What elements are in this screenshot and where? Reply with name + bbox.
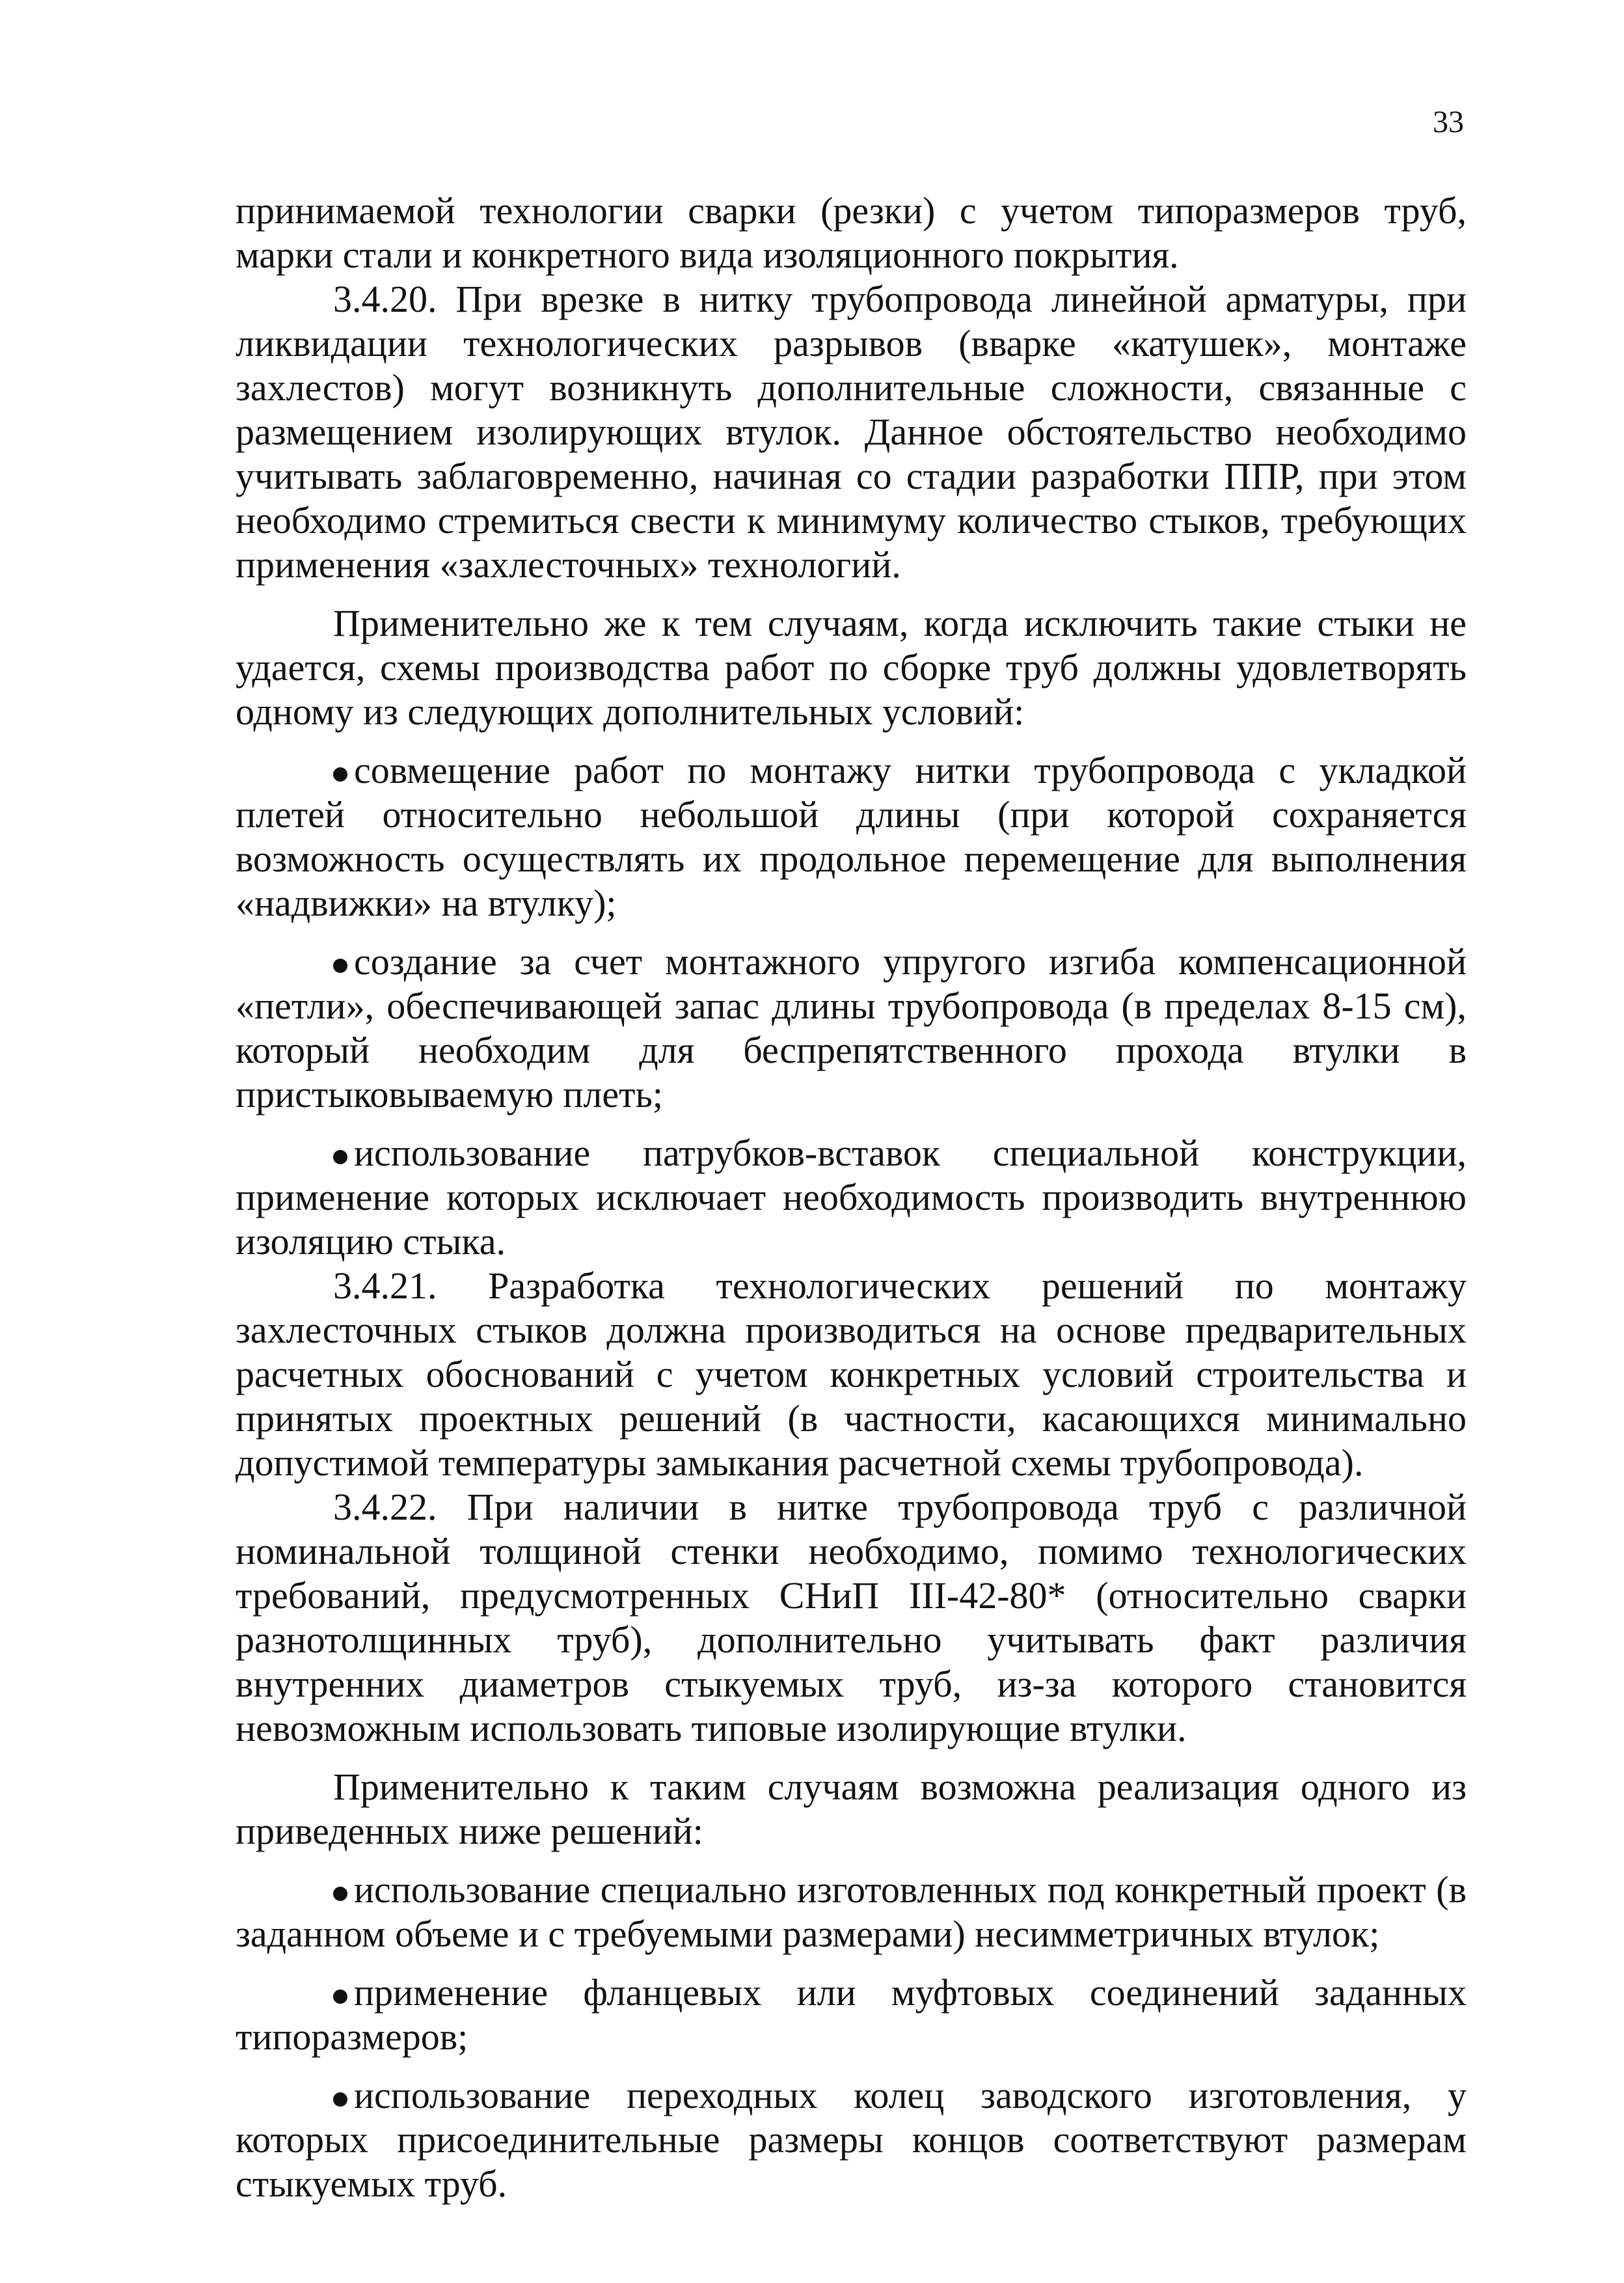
bullet-icon [333, 959, 347, 973]
list-item-text: создание за счет монтажного упругого изгиба компенсационной «петли», обеспечивающей запас длины трубопровода (в пределах 8-15 см), который необходим для беспрепятственного прохода втулки в пристыковываемую плеть; [236, 940, 1467, 1115]
page-number: 33 [1433, 105, 1464, 139]
paragraph-continuation: принимаемой технологии сварки (резки) с учетом типоразмеров труб, марки стали и конкретного вида изоляционного покрытия. [236, 189, 1467, 276]
list-item [236, 2073, 1467, 2206]
paragraph-3-4-20: 3.4.20. При врезке в нитку трубопровода линейной арматуры, при ликвидации технологических разрывов (вварке «катушек», монтаже захлестов) могут возникнуть дополнительные сложности, связанные с размещением изолирующих втулок. Данное обстоятельство необходимо учитывать заблаговременно, начиная со стадии разработки ППР, при этом необходимо стремиться свести к минимуму количество стыков, требующих применения «захлесточных» технологий. [236, 278, 1467, 586]
list-item-text: использование специально изготовленных под конкретный проект (в заданном объеме и с требуемыми размерами) несимметричных втулок; [236, 1868, 1467, 1955]
paragraph-3-4-21: 3.4.21. Разработка технологических решений по монтажу захлесточных стыков должна производиться на основе предварительных расчетных обоснований с учетом конкретных условий строительства и принятых проектных решений (в частности, касающихся минимально допустимой температуры замыкания расчетной схемы трубопровода). [236, 1265, 1467, 1484]
paragraph-conditions-intro: Применительно же к тем случаям, когда исключить такие стыки не удается, схемы производства работ по сборке труб должны удовлетворять одному из следующих дополнительных условий: [236, 602, 1467, 733]
bullet-icon [333, 1887, 347, 1901]
paragraph-solutions-intro: Применительно к таким случаям возможна реализация одного из приведенных ниже решений: [236, 1766, 1467, 1852]
list-item-text: использование переходных колец заводского изготовления, у которых присоединительные размеры концов соответствуют размерам стыкуемых труб. [236, 2074, 1467, 2205]
bullet-icon [333, 1150, 347, 1164]
bullet-icon [333, 1989, 347, 2004]
document-body [236, 189, 1467, 2206]
paragraph-3-4-22: 3.4.22. При наличии в нитке трубопровода труб с различной номинальной толщиной стенки необходимо, помимо технологических требований, предусмотренных СНиП III-42-80* (относительно сварки разнотолщинных труб), дополнительно учитывать факт различия внутренних диаметров стыкуемых труб, из-за которого становится невозможным использовать типовые изолирующие втулки. [236, 1486, 1467, 1749]
list-item [236, 1131, 1467, 1264]
list-item-text: применение фланцевых или муфтовых соединений заданных типоразмеров; [236, 1971, 1467, 2058]
list-item-text: совмещение работ по монтажу нитки трубопровода с укладкой плетей относительно небольшой длины (при которой сохраняется возможность осуществлять их продольное перемещение для выполнения «надвижки» на втулку); [236, 749, 1467, 924]
bullet-icon [333, 2092, 347, 2107]
list-item [236, 1971, 1467, 2059]
bullet-icon [333, 767, 347, 782]
list-item-text: использование патрубков-вставок специальной конструкции, применение которых исключает необходимость производить внутреннюю изоляцию стыка. [236, 1132, 1467, 1263]
list-item [236, 748, 1467, 925]
list-item [236, 1868, 1467, 1956]
list-item [236, 940, 1467, 1117]
